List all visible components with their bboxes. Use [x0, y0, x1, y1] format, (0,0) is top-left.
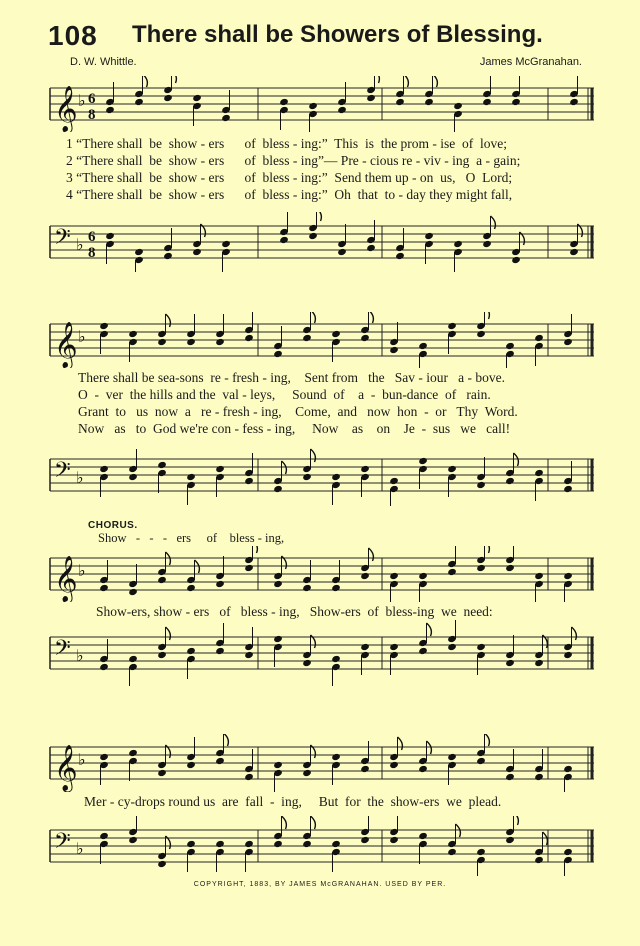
note-flag-icon: [166, 627, 171, 640]
time-signature-icon: 6: [88, 229, 96, 245]
note-head-icon: [569, 98, 579, 106]
note-head-icon: [505, 773, 515, 781]
title-row: [48, 20, 588, 54]
verse-line-1: There shall be sea-sons re - fresh - ing, Sent from the Sav - iour a - bove.: [78, 370, 506, 385]
note-head-icon: [128, 836, 138, 844]
flat-icon: ♭: [76, 841, 84, 858]
note-head-icon: [273, 350, 283, 358]
note-head-icon: [215, 580, 225, 588]
note-head-icon: [389, 643, 399, 651]
lyricist-credit: D. W. Whittle.: [70, 56, 137, 68]
note-head-icon: [563, 848, 573, 856]
note-head-icon: [331, 753, 341, 761]
note-flag-icon: [491, 216, 496, 229]
note-head-icon: [105, 106, 115, 114]
note-head-icon: [302, 659, 312, 667]
note-head-icon: [418, 765, 428, 773]
note-head-icon: [186, 647, 196, 655]
note-head-icon: [221, 240, 231, 248]
note-flag-icon: [427, 623, 432, 636]
note-head-icon: [476, 848, 486, 856]
verse-line-2: 2 “There shall be show - ers of bless - ing”— Pre - cious re - viv - ing a - gain;: [66, 153, 521, 168]
note-flag-icon: [311, 312, 316, 323]
verse-line-3: 3 “There shall be show - ers of bless - ing:” Send them up - on us, O Lord;: [66, 170, 513, 185]
note-head-icon: [105, 232, 115, 240]
note-flag-icon: [143, 76, 148, 87]
note-head-icon: [563, 572, 573, 580]
note-head-icon: [476, 564, 486, 572]
flat-icon: ♭: [76, 648, 84, 665]
flat-icon: ♭: [76, 237, 84, 254]
bass-clef-icon: 𝄢: [54, 829, 71, 858]
note-head-icon: [128, 749, 138, 757]
composer-credit: James McGranahan.: [479, 56, 582, 68]
note-head-icon: [99, 465, 109, 473]
note-head-icon: [534, 334, 544, 342]
note-head-icon: [221, 114, 231, 122]
treble-clef-icon: 𝄞: [54, 322, 78, 367]
note-head-icon: [99, 753, 109, 761]
note-head-icon: [99, 663, 109, 671]
note-head-icon: [308, 232, 318, 240]
note-head-icon: [337, 106, 347, 114]
note-head-icon: [134, 248, 144, 256]
note-head-icon: [331, 584, 341, 592]
note-head-icon: [447, 465, 457, 473]
note-head-icon: [418, 832, 428, 840]
flat-icon: ♭: [78, 93, 86, 110]
treble-staff: [48, 546, 594, 602]
bass-staff: [48, 212, 594, 272]
note-flag-icon: [224, 734, 229, 746]
note-flag-icon: [572, 627, 577, 640]
chorus-label: CHORUS.: [88, 520, 138, 531]
note-head-icon: [360, 765, 370, 773]
time-signature-icon: 8: [88, 245, 96, 261]
hymn-title: There shall be Showers of Blessing.: [132, 21, 543, 48]
note-flag-icon: [253, 546, 258, 553]
flat-icon: ♭: [78, 329, 86, 346]
note-head-icon: [563, 338, 573, 346]
note-head-icon: [273, 761, 283, 769]
note-flag-icon: [398, 737, 403, 750]
note-head-icon: [244, 564, 254, 572]
note-flag-icon: [485, 546, 490, 553]
note-head-icon: [157, 576, 167, 584]
note-head-icon: [534, 572, 544, 580]
bass-staff: [48, 816, 594, 876]
note-head-icon: [215, 465, 225, 473]
note-head-icon: [302, 769, 312, 777]
note-head-icon: [511, 98, 521, 106]
note-head-icon: [134, 98, 144, 106]
note-head-icon: [99, 322, 109, 330]
bass-clef-icon: 𝄢: [54, 225, 71, 254]
note-head-icon: [389, 346, 399, 354]
note-head-icon: [447, 753, 457, 761]
note-head-icon: [534, 659, 544, 667]
bass-clef-icon: 𝄢: [54, 458, 71, 487]
note-flag-icon: [311, 816, 316, 829]
note-head-icon: [302, 473, 312, 481]
note-head-icon: [273, 485, 283, 493]
note-head-icon: [569, 248, 579, 256]
note-flag-icon: [369, 548, 374, 561]
verse-line-4: 4 “There shall be show - ers of bless - ing:” Oh that to - day they might fall,: [66, 187, 513, 202]
note-head-icon: [128, 473, 138, 481]
note-head-icon: [395, 98, 405, 106]
note-head-icon: [418, 457, 428, 465]
note-head-icon: [308, 102, 318, 110]
note-head-icon: [366, 94, 376, 102]
note-head-icon: [244, 651, 254, 659]
note-head-icon: [331, 840, 341, 848]
note-flag-icon: [404, 76, 409, 87]
note-head-icon: [453, 102, 463, 110]
hymn-number: 108: [48, 20, 98, 51]
note-head-icon: [360, 836, 370, 844]
note-head-icon: [128, 588, 138, 596]
note-head-icon: [302, 334, 312, 342]
note-head-icon: [447, 643, 457, 651]
note-head-icon: [418, 647, 428, 655]
note-head-icon: [186, 584, 196, 592]
treble-clef-icon: 𝄞: [54, 86, 78, 131]
note-head-icon: [366, 244, 376, 252]
note-head-icon: [563, 651, 573, 659]
note-head-icon: [563, 485, 573, 493]
note-flag-icon: [369, 312, 374, 323]
note-head-icon: [157, 860, 167, 868]
note-head-icon: [186, 338, 196, 346]
note-head-icon: [192, 248, 202, 256]
treble-clef-icon: 𝄞: [54, 745, 78, 790]
chorus-upper-lyric: Show - - - ers of bless - ing,: [98, 531, 285, 545]
flat-icon: ♭: [78, 752, 86, 769]
note-head-icon: [273, 840, 283, 848]
note-head-icon: [482, 98, 492, 106]
note-head-icon: [418, 342, 428, 350]
note-head-icon: [476, 481, 486, 489]
note-head-icon: [395, 252, 405, 260]
time-signature-icon: 8: [88, 107, 96, 123]
note-head-icon: [128, 330, 138, 338]
note-head-icon: [447, 568, 457, 576]
note-flag-icon: [311, 449, 316, 462]
note-head-icon: [534, 469, 544, 477]
note-head-icon: [163, 94, 173, 102]
flat-icon: ♭: [76, 470, 84, 487]
bass-staff: [48, 444, 594, 506]
note-head-icon: [476, 330, 486, 338]
note-head-icon: [505, 836, 515, 844]
note-head-icon: [337, 248, 347, 256]
note-head-icon: [244, 477, 254, 485]
time-signature-icon: 6: [88, 91, 96, 107]
note-head-icon: [476, 757, 486, 765]
note-head-icon: [534, 856, 544, 864]
copyright-notice: COPYRIGHT, 1883, BY JAMES McGRANAHAN. USED BY PER.: [193, 881, 447, 888]
note-head-icon: [192, 94, 202, 102]
verse-line-4: Now as to God we're con - fess - ing, Now as on Je - sus we call!: [78, 421, 511, 436]
treble-staff: [48, 734, 594, 792]
note-head-icon: [453, 240, 463, 248]
note-head-icon: [186, 761, 196, 769]
note-head-icon: [447, 322, 457, 330]
note-head-icon: [244, 334, 254, 342]
note-flag-icon: [514, 816, 519, 825]
note-head-icon: [331, 473, 341, 481]
note-head-icon: [389, 477, 399, 485]
note-head-icon: [505, 477, 515, 485]
note-head-icon: [215, 338, 225, 346]
note-head-icon: [273, 580, 283, 588]
verse-line-2: O - ver the hills and the val - leys, Sound of a - bun-dance of rain.: [78, 387, 491, 402]
note-flag-icon: [172, 76, 177, 83]
note-head-icon: [279, 236, 289, 244]
chorus-lower-lyric: Show-ers, show - ers of bless - ing, Show-ers of bless-ing we need:: [96, 604, 493, 619]
note-head-icon: [244, 840, 254, 848]
note-flag-icon: [375, 76, 380, 83]
note-head-icon: [389, 761, 399, 769]
note-head-icon: [360, 465, 370, 473]
note-head-icon: [157, 461, 167, 469]
note-flag-icon: [433, 76, 438, 87]
note-head-icon: [511, 256, 521, 264]
refrain-lyric: Mer - cy-drops round us are fall - ing, But for the show-ers we plead.: [84, 794, 502, 809]
note-head-icon: [99, 584, 109, 592]
note-head-icon: [279, 98, 289, 106]
note-head-icon: [505, 342, 515, 350]
note-head-icon: [505, 564, 515, 572]
note-head-icon: [157, 338, 167, 346]
flat-icon: ♭: [78, 563, 86, 580]
treble-clef-icon: 𝄞: [54, 556, 78, 601]
note-head-icon: [389, 572, 399, 580]
note-head-icon: [360, 334, 370, 342]
note-head-icon: [157, 651, 167, 659]
note-flag-icon: [282, 816, 287, 829]
note-head-icon: [360, 572, 370, 580]
verse-line-3: Grant to us now a re - fresh - ing, Come, and now hon - or Thy Word.: [78, 404, 518, 419]
note-head-icon: [302, 584, 312, 592]
note-flag-icon: [485, 734, 490, 746]
note-head-icon: [331, 655, 341, 663]
note-head-icon: [244, 773, 254, 781]
note-head-icon: [476, 643, 486, 651]
note-head-icon: [163, 252, 173, 260]
note-flag-icon: [166, 314, 171, 327]
note-head-icon: [424, 98, 434, 106]
note-flag-icon: [485, 312, 490, 319]
note-head-icon: [505, 659, 515, 667]
note-head-icon: [273, 635, 283, 643]
note-head-icon: [534, 773, 544, 781]
note-head-icon: [215, 647, 225, 655]
note-head-icon: [389, 836, 399, 844]
note-head-icon: [482, 240, 492, 248]
note-head-icon: [128, 655, 138, 663]
note-head-icon: [99, 832, 109, 840]
note-head-icon: [418, 572, 428, 580]
note-flag-icon: [317, 212, 322, 221]
treble-staff: [48, 312, 594, 368]
note-head-icon: [360, 643, 370, 651]
verse-line-1: 1 “There shall be show - ers of bless - ing:” This is the prom - ise of love;: [66, 136, 508, 151]
note-head-icon: [215, 757, 225, 765]
treble-staff: [48, 76, 594, 132]
note-head-icon: [302, 840, 312, 848]
note-head-icon: [186, 473, 196, 481]
note-head-icon: [186, 840, 196, 848]
note-head-icon: [157, 769, 167, 777]
note-head-icon: [563, 765, 573, 773]
note-head-icon: [447, 848, 457, 856]
note-head-icon: [424, 232, 434, 240]
note-head-icon: [215, 840, 225, 848]
bass-staff: [48, 620, 594, 686]
note-head-icon: [331, 330, 341, 338]
bass-clef-icon: 𝄢: [54, 636, 71, 665]
